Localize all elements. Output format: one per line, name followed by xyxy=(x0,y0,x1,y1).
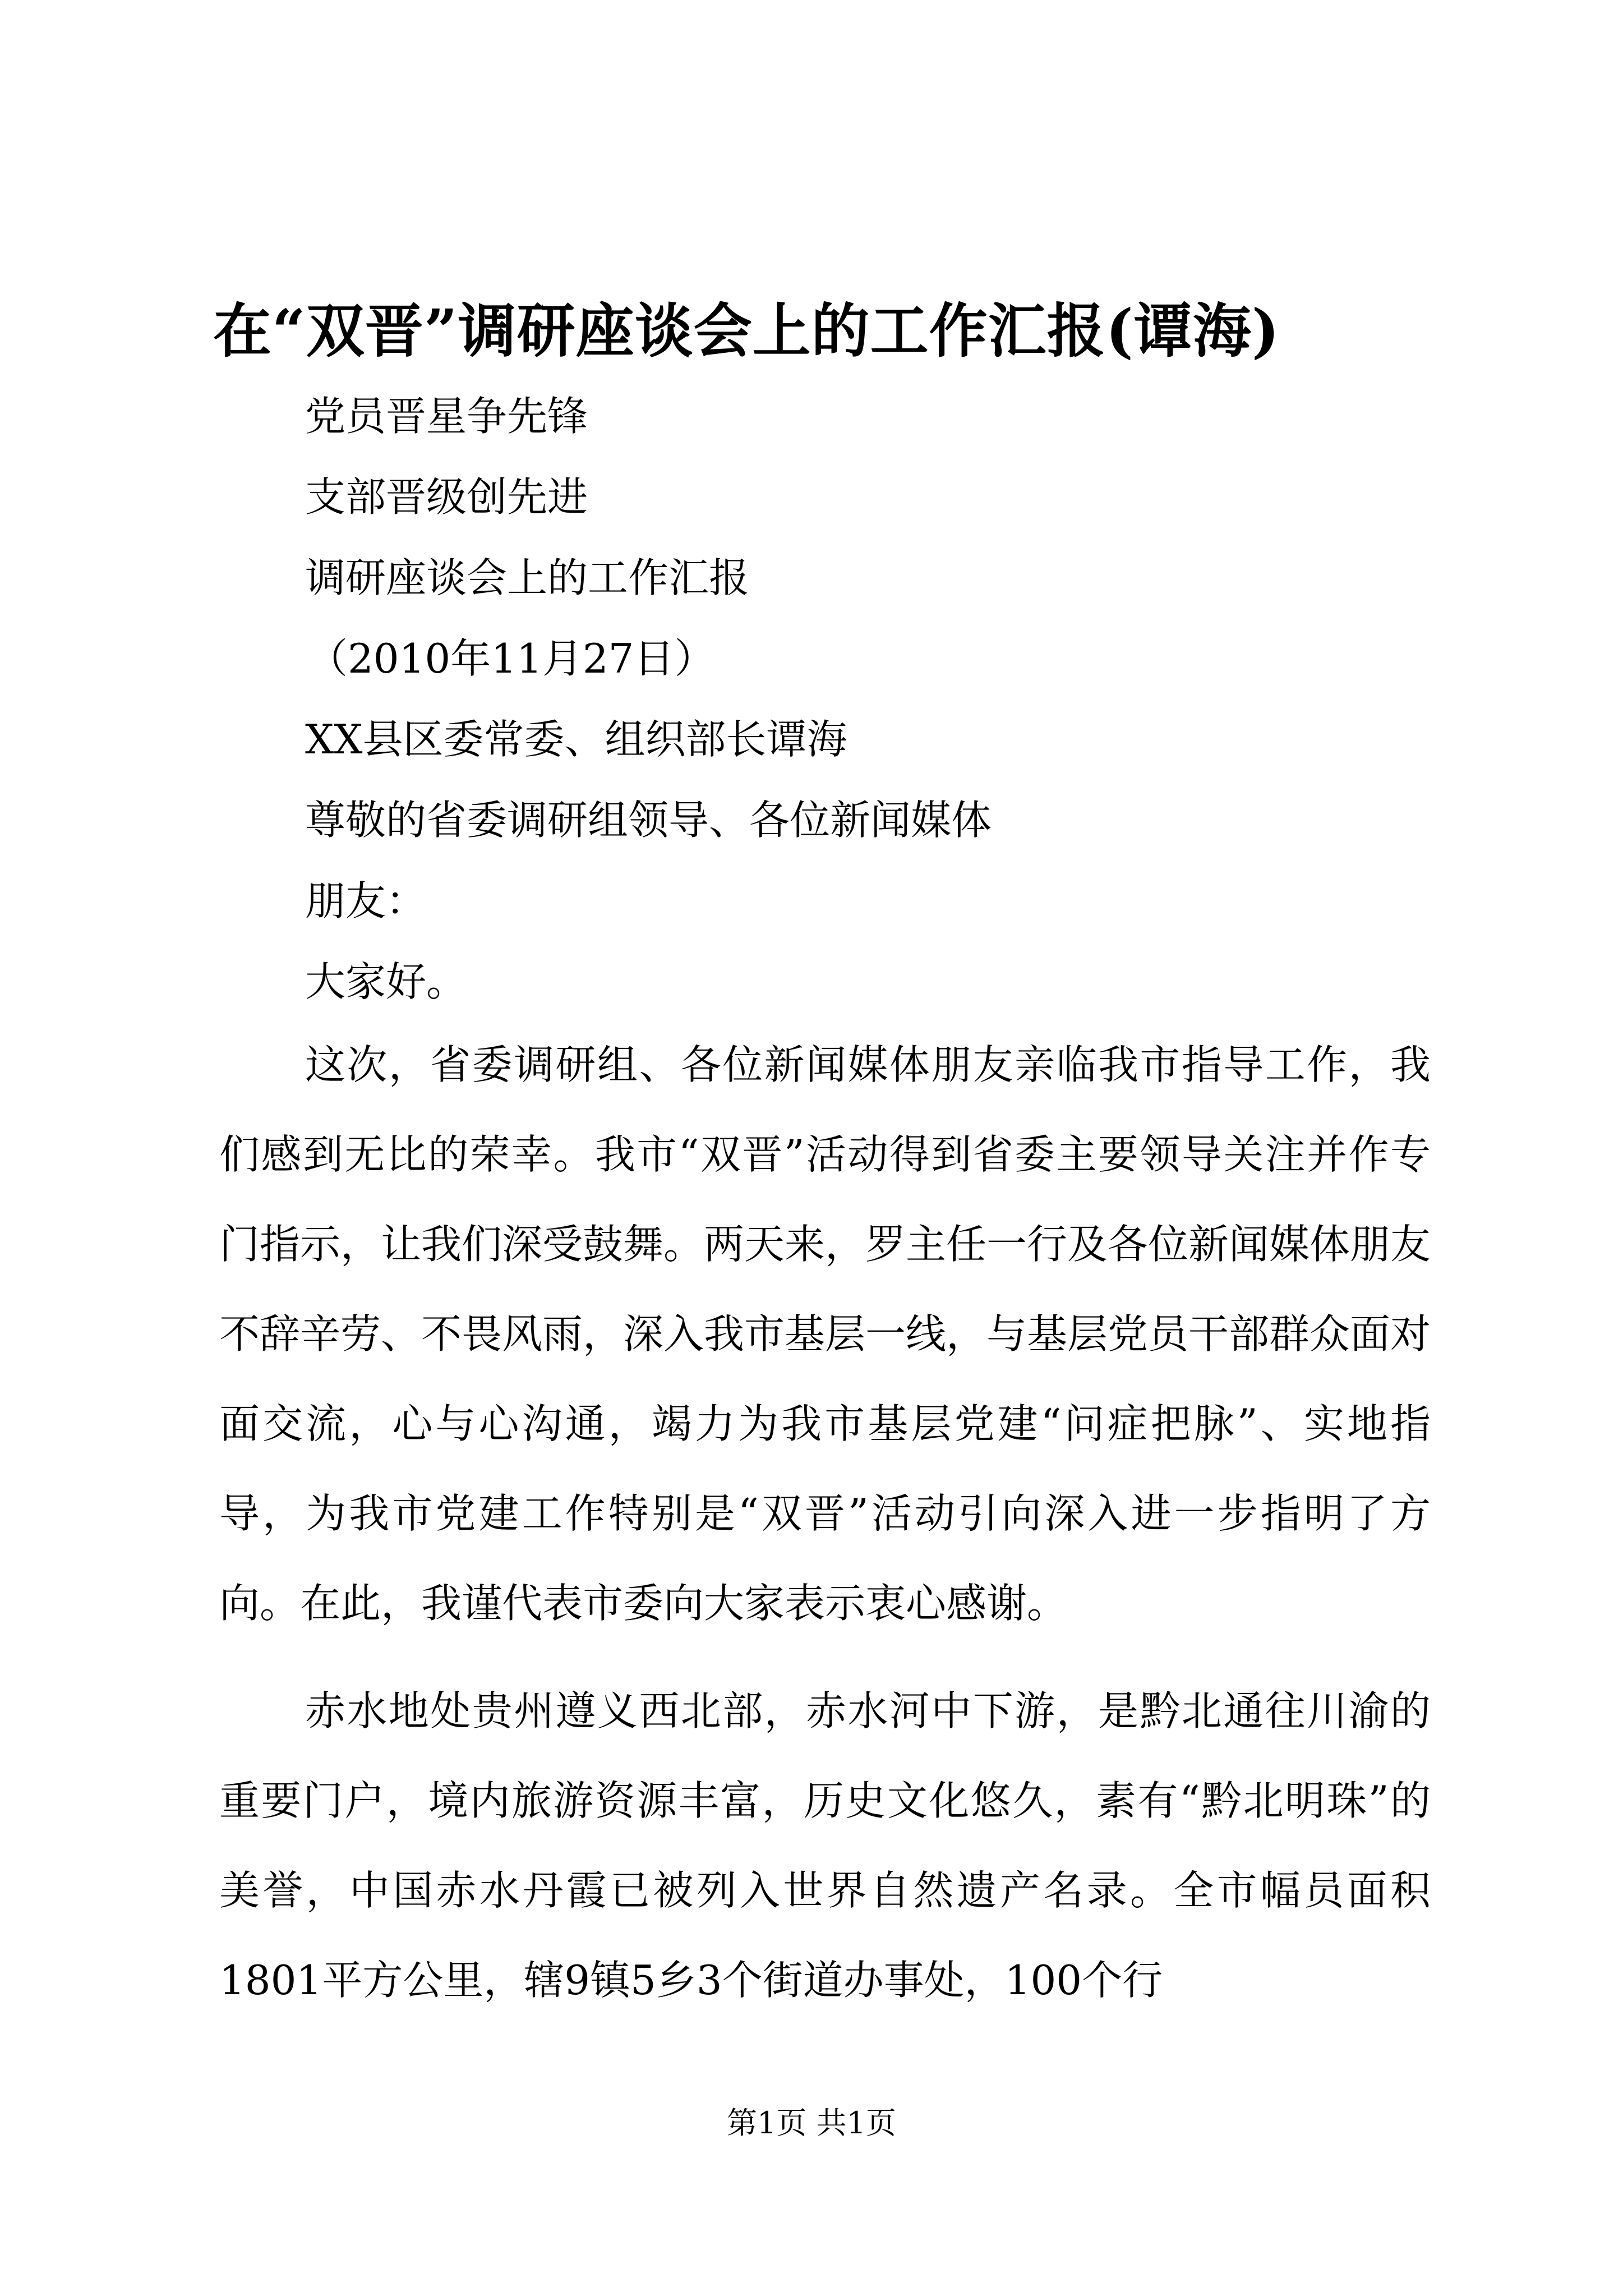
header-line-branches: 支部晋级创先进 xyxy=(305,473,588,521)
page-footer: 第1页 共1页 xyxy=(727,2105,896,2141)
header-line-party-members: 党员晋星争先锋 xyxy=(305,393,588,440)
header-line-greeting: 大家好。 xyxy=(305,958,467,1005)
body-paragraph-chishui: 赤水地处贵州遵义西北部，赤水河中下游，是黔北通往川渝的重要门户，境内旅游资源丰富，历史文化悠久，素有“黔北明珠”的美誉，中国赤水丹霞已被列入世界自然遗产名录。全市幅员面积1801平方公里，辖9镇5乡3个街道办事处，100个行 xyxy=(219,1687,1431,2004)
header-line-author: XX县区委常委、组织部长谭海 xyxy=(305,716,847,763)
header-line-date: （2010年11月27日） xyxy=(307,635,715,682)
body-paragraph-thanks: 这次，省委调研组、各位新闻媒体朋友亲临我市指导工作，我们感到无比的荣幸。我市“双晋”活动得到省委主要领导关注并作专门指示，让我们深受鼓舞。两天来，罗主任一行及各位新闻媒体朋友不辞辛劳、不畏风雨，深入我市基层一线，与基层党员干部群众面对面交流，心与心沟通，竭力为我市基层党建“问症把脉”、实地指导，为我市党建工作特别是“双晋”活动引向深入进一步指明了方向。在此，我谨代表市委向大家表示衷心感谢。 xyxy=(219,1041,1431,1627)
document-title: 在“双晋”调研座谈会上的工作汇报(谭海) xyxy=(213,296,1280,365)
header-line-report-title: 调研座谈会上的工作汇报 xyxy=(305,554,750,601)
header-line-friends: 朋友： xyxy=(305,877,427,924)
header-line-salutation: 尊敬的省委调研组领导、各位新闻媒体 xyxy=(305,797,992,844)
